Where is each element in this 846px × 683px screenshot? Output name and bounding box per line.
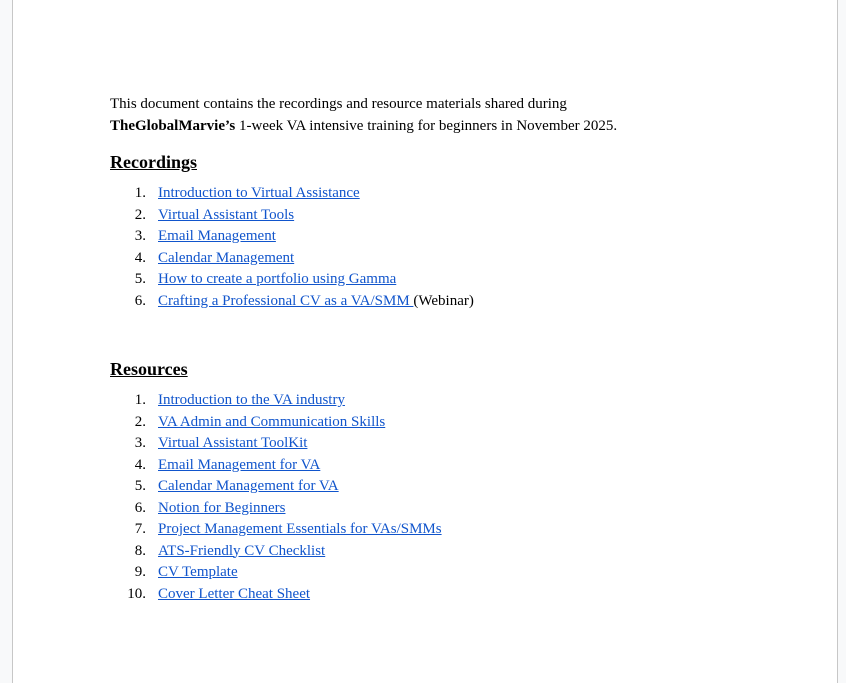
- list-item: [110, 291, 790, 313]
- list-item: [110, 519, 790, 541]
- list-number: 1.: [134, 185, 146, 201]
- list-number: 5.: [134, 478, 146, 494]
- list-item: [110, 269, 790, 291]
- intro-line-1: This document contains the recordings and resource materials shared during: [110, 96, 567, 112]
- list-number: 1.: [134, 392, 146, 408]
- recording-link[interactable]: Calendar Management: [158, 249, 295, 266]
- list-item: [110, 205, 790, 227]
- list-number: 10.: [127, 585, 146, 602]
- list-item: [110, 584, 790, 606]
- list-item: [110, 455, 790, 477]
- list-item: [110, 390, 790, 412]
- recordings-list: [110, 183, 790, 312]
- recording-link[interactable]: Introduction to Virtual Assistance: [158, 185, 360, 201]
- list-item: [110, 248, 790, 270]
- brand-name: TheGlobalMarvie’s: [110, 118, 236, 134]
- recording-link[interactable]: Crafting a Professional CV as a VA/SMM: [158, 292, 414, 309]
- resource-link[interactable]: Virtual Assistant ToolKit: [158, 435, 308, 451]
- webinar-suffix: (Webinar): [413, 292, 474, 309]
- resource-link[interactable]: VA Admin and Communication Skills: [158, 413, 386, 430]
- recording-link[interactable]: How to create a portfolio using Gamma: [158, 271, 397, 287]
- list-number: 2.: [134, 413, 146, 430]
- list-number: 7.: [134, 521, 146, 537]
- list-number: 5.: [134, 271, 146, 287]
- list-number: 2.: [134, 206, 146, 223]
- list-number: 8.: [134, 542, 146, 559]
- list-item: [110, 498, 790, 520]
- resource-link[interactable]: Email Management for VA: [158, 456, 321, 473]
- resource-link[interactable]: CV Template: [158, 564, 238, 580]
- list-item: [110, 183, 790, 205]
- list-number: 3.: [134, 228, 146, 244]
- document-page: [12, 0, 838, 683]
- list-item: [110, 433, 790, 455]
- resources-heading: Resources: [110, 359, 188, 379]
- list-number: 9.: [134, 564, 146, 580]
- list-item: [110, 412, 790, 434]
- resources-list: [110, 390, 790, 605]
- recording-link[interactable]: Email Management: [158, 228, 276, 244]
- list-item: [110, 562, 790, 584]
- list-item: [110, 541, 790, 563]
- list-number: 4.: [134, 249, 146, 266]
- list-number: 4.: [134, 456, 146, 473]
- intro-line-2: 1-week VA intensive training for beginners in November 2025.: [235, 118, 618, 134]
- recordings-heading: Recordings: [110, 152, 197, 172]
- list-number: 3.: [134, 435, 146, 451]
- intro-paragraph: [110, 93, 790, 137]
- resource-link[interactable]: Notion for Beginners: [158, 499, 286, 516]
- recording-link[interactable]: Virtual Assistant Tools: [158, 206, 295, 223]
- document-body: [110, 93, 790, 605]
- resource-link[interactable]: Cover Letter Cheat Sheet: [158, 585, 311, 602]
- resource-link[interactable]: Calendar Management for VA: [158, 478, 339, 494]
- resource-link[interactable]: Introduction to the VA industry: [158, 392, 345, 408]
- list-item: [110, 476, 790, 498]
- list-number: 6.: [134, 499, 146, 516]
- list-item: [110, 226, 790, 248]
- resource-link[interactable]: ATS-Friendly CV Checklist: [158, 542, 326, 559]
- list-number: 6.: [134, 292, 146, 309]
- resource-link[interactable]: Project Management Essentials for VAs/SMMs: [158, 521, 442, 537]
